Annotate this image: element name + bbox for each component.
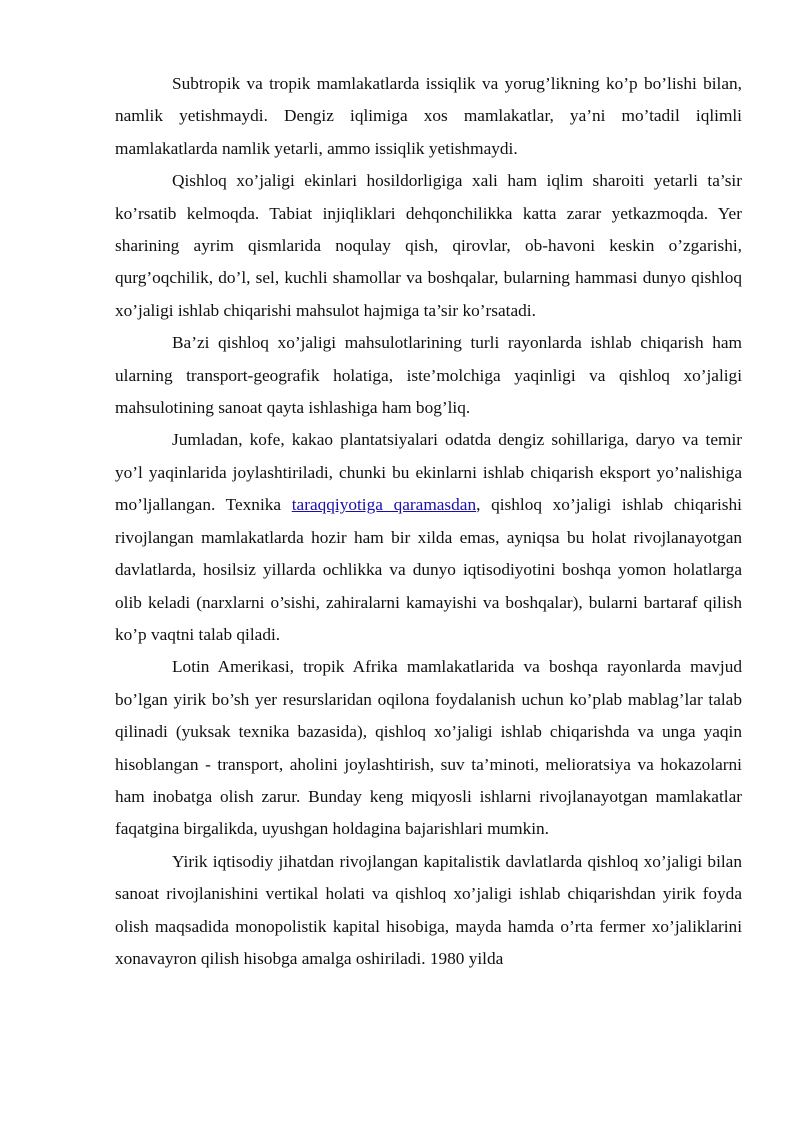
paragraph-3: Ba’zi qishloq xo’jaligi mahsulotlarining turli rayonlarda ishlab chiqarish ham ularning transport-geografik holatiga, iste’molchiga yaqinligi va qishloq xo’jaligi mahsulotining sanoat qayta ishlashiga ham bog’liq. bbox=[115, 333, 742, 418]
paragraph-1: Subtropik va tropik mamlakatlarda issiqlik va yorug’likning ko’p bo’lishi bilan, namlik yetishmaydi. Dengiz iqlimiga xos mamlakatlar, ya’ni mo’tadil iqlimli mamlakatlarda namlik yetarli, ammo issiqlik yetishmaydi. bbox=[115, 74, 742, 158]
hyperlink-taraqqiyotiga[interactable]: taraqqiyotiga qaramasdan bbox=[291, 495, 477, 515]
paragraph-5: Lotin Amerikasi, tropik Afrika mamlakatlarida va boshqa rayonlarda mavjud bo’lgan yirik bo’sh yer resurslaridan oqilona foydalanish uchun ko’plab mablag’lar talab qilinadi (yuksak texnika bazasida), qishloq xo’jaligi ishlab chiqarishda va unga yaqin hisoblangan - transport, aholini joylashtirish, suv ta’minoti, melioratsiya va hokazolarni ham inobatga olish zarur. Bunday keng miqyosli ishlarni rivojlanayotgan mamlakatlar faqatgina birgalikda, uyushgan holdagina bajarishlari mumkin. bbox=[115, 657, 742, 839]
paragraph-6: Yirik iqtisodiy jihatdan rivojlangan kapitalistik davlatlarda qishloq xo’jaligi bilan sanoat rivojlanishini vertikal holati va qishloq xo’jaligi ishlab chiqarishdan yirik foyda olish maqsadida monopolistik kapital hisobiga, mayda hamda o’rta fermer xo’jaliklarini xonavayron qilish hisobga amalga oshiriladi. 1980 yilda bbox=[115, 851, 742, 968]
paragraph-2: Qishloq xo’jaligi ekinlari hosildorligiga xali ham iqlim sharoiti yetarli ta’sir ko’rsatib kelmoqda. Tabiat injiqliklari dehqonchilikka katta zarar yetkazmoqda. Yer sharining ayrim qismlarida noqulay qish, qirovlar, ob-havoni keskin o’zgarishi, qurg’oqchilik, do’l, sel, kuchli shamollar va boshqalar, bularning hammasi dunyo qishloq xo’jaligi ishlab chiqarishi mahsulot hajmiga ta’sir ko’rsatadi. bbox=[115, 171, 742, 320]
document-page bbox=[115, 68, 742, 975]
paragraph-4-text-after: , qishloq xo’jaligi ishlab chiqarishi rivojlangan mamlakatlarda hozir ham bir xilda emas, ayniqsa bu holat rivojlanayotgan davlatlarda, hosilsiz yillarda ochlikka va dunyo iqtisodiyotini boshqa yomon holatlarga olib keladi (narxlarni o’sishi, zahiralarni kamayishi va boshqalar), bularni bartaraf qilish ko’p vaqtni talab qiladi. bbox=[115, 495, 742, 644]
paragraph-4-text-before: Jumladan, kofe, kakao plantatsiyalari odatda dengiz sohillariga, daryo va temir yo’l yaqinlarida joylashtiriladi, chunki bu ekinlarni ishlab chiqarish eksport yo’nalishiga mo’ljallangan. Texnika bbox=[115, 430, 742, 515]
paragraph-4 bbox=[115, 424, 742, 651]
